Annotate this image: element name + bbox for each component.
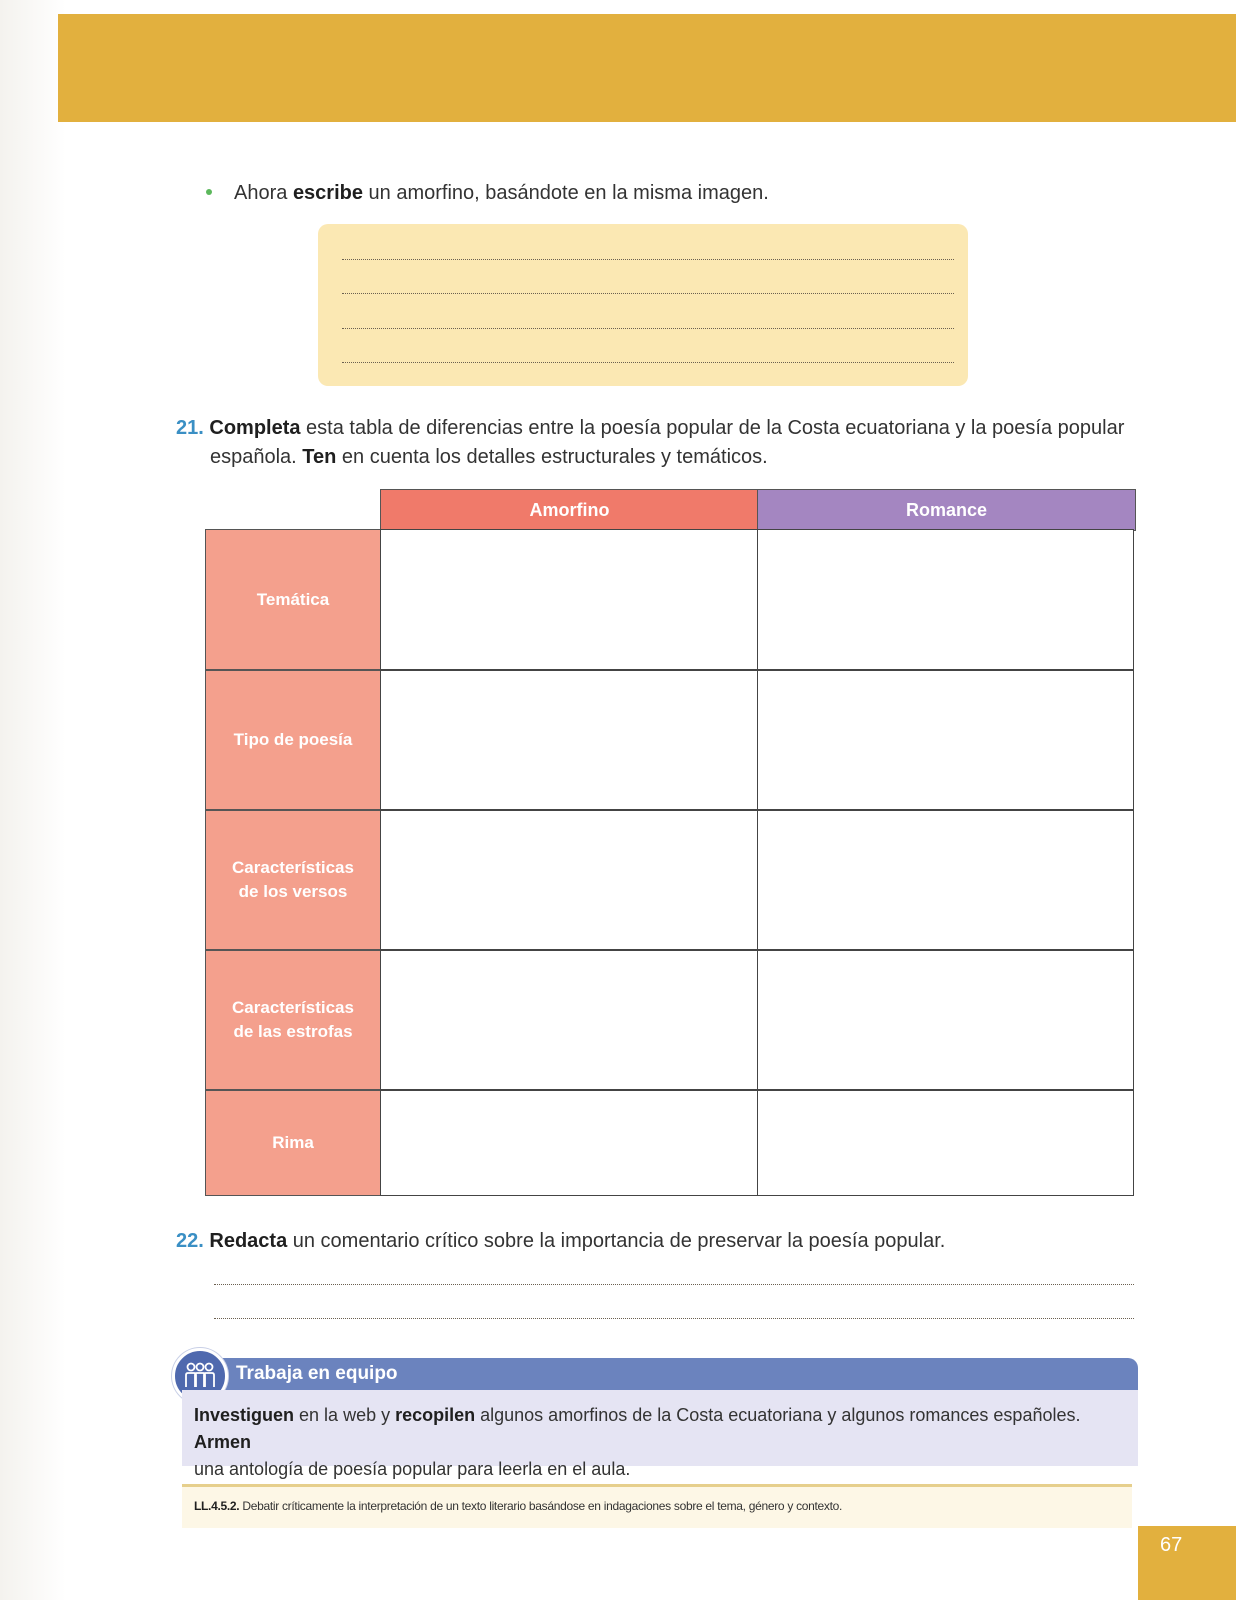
cell-rima-amorfino[interactable] (380, 1090, 758, 1196)
cell-tematica-amorfino[interactable] (380, 529, 758, 670)
question-21: 21. Completa esta tabla de diferencias entre la poesía popular de la Costa ecuatoriana y la poesía popular española. Ten en cuenta los detalles estructurales y temáticos. (176, 417, 1125, 468)
column-header-romance: Romance (757, 489, 1136, 531)
intro-instruction: Ahora escribe un amorfino, basándote en la misma imagen. (206, 182, 769, 205)
answer-line[interactable] (342, 328, 954, 329)
cell-versos-amorfino[interactable] (380, 810, 758, 950)
row-label-tematica: Temática (205, 529, 381, 670)
answer-line[interactable] (342, 362, 954, 363)
answer-line[interactable] (214, 1284, 1134, 1285)
header-band (58, 14, 1236, 122)
cell-tipo-amorfino[interactable] (380, 670, 758, 810)
amorfino-answer-box[interactable] (318, 224, 968, 386)
curriculum-skill-note: LL.4.5.2. Debatir críticamente la interpretación de un texto literario basándose en indagaciones sobre el tema, género y contexto. (182, 1484, 1132, 1528)
cell-estrofas-romance[interactable] (757, 950, 1134, 1090)
page-left-edge (0, 0, 66, 1600)
row-label-rima: Rima (205, 1090, 381, 1196)
cell-tematica-romance[interactable] (757, 529, 1134, 670)
page-number-tab (1138, 1526, 1236, 1600)
bullet-icon (206, 189, 212, 195)
row-label-tipo-poesia: Tipo de poesía (205, 670, 381, 810)
answer-line[interactable] (342, 293, 954, 294)
answer-line[interactable] (214, 1318, 1134, 1319)
page-number: 67 (1160, 1534, 1183, 1556)
cell-estrofas-amorfino[interactable] (380, 950, 758, 1090)
teamwork-title: Trabaja en equipo (236, 1363, 398, 1384)
teamwork-body: Investiguen en la web y recopilen algunos amorfinos de la Costa ecuatoriana y algunos romances españoles. Armen una antología de poesía popular para leerla en el aula. (182, 1390, 1138, 1466)
cell-tipo-romance[interactable] (757, 670, 1134, 810)
cell-versos-romance[interactable] (757, 810, 1134, 950)
question-22: 22. Redacta un comentario crítico sobre la importancia de preservar la poesía popular. (176, 1230, 946, 1252)
row-label-estrofas: Características de las estrofas (205, 950, 381, 1090)
cell-rima-romance[interactable] (757, 1090, 1134, 1196)
row-label-versos: Características de los versos (205, 810, 381, 950)
answer-line[interactable] (342, 259, 954, 260)
column-header-amorfino: Amorfino (380, 489, 759, 531)
